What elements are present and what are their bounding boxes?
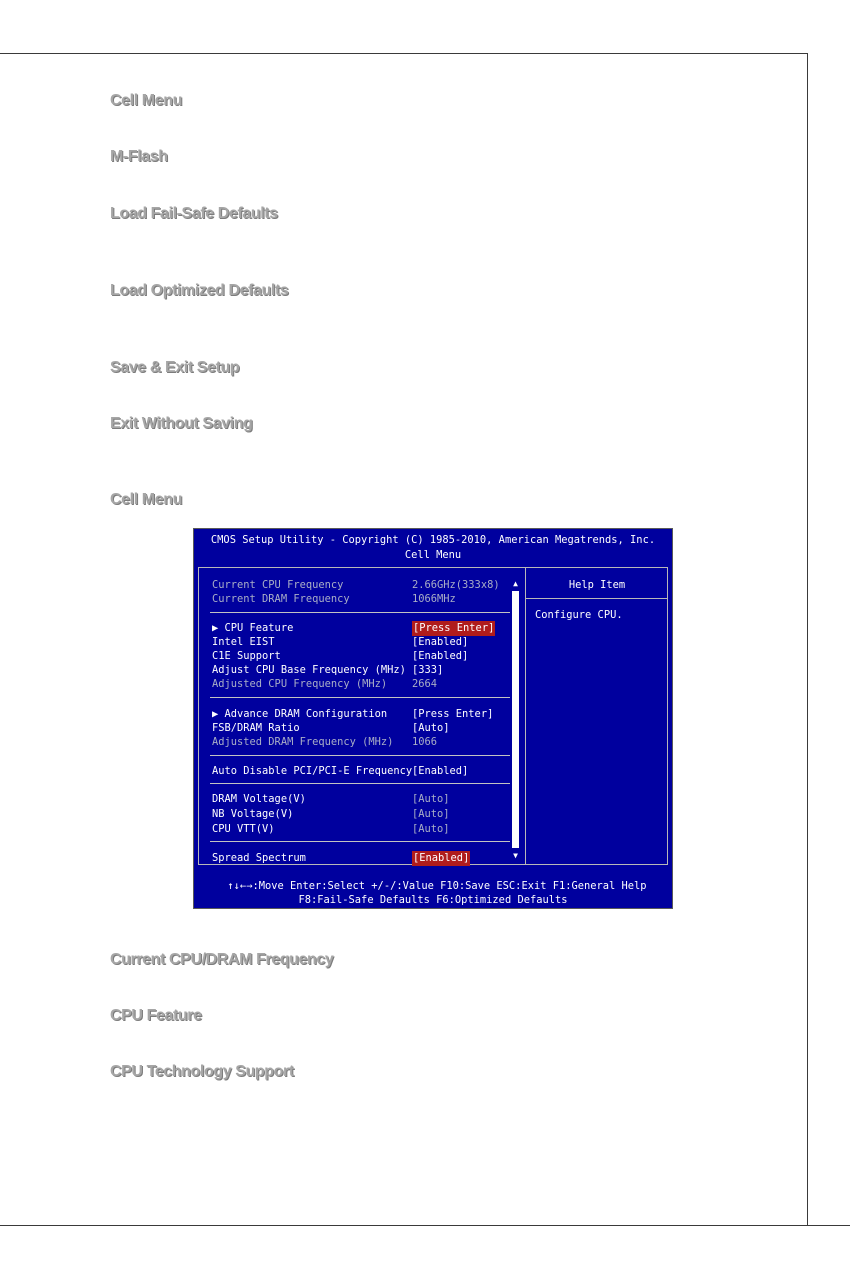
scroll-thumb[interactable] xyxy=(512,591,519,848)
heading-m-flash: M-Flash xyxy=(110,148,168,165)
setting-label: Current CPU Frequency xyxy=(212,579,344,591)
setting-value[interactable]: [Auto] xyxy=(412,823,450,835)
heading-current-cpu-dram-frequency: Current CPU/DRAM Frequency xyxy=(110,951,334,968)
bios-separator xyxy=(210,755,510,756)
setting-value[interactable]: [333] xyxy=(412,664,444,676)
setting-value[interactable]: [Enabled] xyxy=(412,636,469,648)
setting-value[interactable]: [Auto] xyxy=(412,808,450,820)
setting-label: NB Voltage(V) xyxy=(212,808,294,820)
page-bottom-rule xyxy=(0,1225,850,1226)
heading-save-exit-setup: Save & Exit Setup xyxy=(110,359,240,376)
bios-screenshot xyxy=(193,528,673,909)
heading-cpu-technology-support: CPU Technology Support xyxy=(110,1063,294,1080)
setting-label: Adjusted DRAM Frequency (MHz) xyxy=(212,736,394,748)
scroll-up-arrow-icon[interactable]: ▲ xyxy=(513,579,518,588)
setting-label: ▶ CPU Feature xyxy=(212,622,294,634)
setting-value: 1066MHz xyxy=(412,593,456,605)
page-right-rule xyxy=(807,53,808,1225)
bios-main-panel xyxy=(198,567,668,865)
bios-scrollbar[interactable] xyxy=(511,578,520,862)
bios-key-legend xyxy=(194,879,672,908)
bios-separator xyxy=(210,697,510,698)
setting-label: Auto Disable PCI/PCI-E Frequency xyxy=(212,765,413,777)
setting-value[interactable]: [Auto] xyxy=(412,722,450,734)
bios-separator xyxy=(210,841,510,842)
setting-value-selected[interactable]: [Enabled] xyxy=(413,852,470,864)
bios-separator xyxy=(210,783,510,784)
help-separator xyxy=(526,598,668,599)
setting-label: CPU VTT(V) xyxy=(212,823,275,835)
setting-value: 2.66GHz(333x8) xyxy=(412,579,500,591)
setting-label: Spread Spectrum xyxy=(212,852,306,864)
bios-separator xyxy=(210,612,510,613)
heading-exit-without-saving: Exit Without Saving xyxy=(110,415,253,432)
setting-label: Adjust CPU Base Frequency (MHz) xyxy=(212,664,406,676)
heading-load-optimized-defaults: Load Optimized Defaults xyxy=(110,282,289,299)
heading-cpu-feature: CPU Feature xyxy=(110,1007,202,1024)
setting-value[interactable]: [Auto] xyxy=(412,793,450,805)
heading-load-fail-safe-defaults: Load Fail-Safe Defaults xyxy=(110,205,278,222)
bios-subtitle: Cell Menu xyxy=(404,548,462,561)
setting-label: Current DRAM Frequency xyxy=(212,593,350,605)
scroll-down-arrow-icon[interactable]: ▼ xyxy=(513,851,518,860)
bios-title: CMOS Setup Utility - Copyright (C) 1985-2010, American Megatrends, Inc. xyxy=(210,534,656,546)
setting-label: C1E Support xyxy=(212,650,281,662)
setting-value[interactable]: [Enabled] xyxy=(412,765,469,777)
key-legend-line-2: F8:Fail-Safe Defaults F6:Optimized Defaults xyxy=(298,894,568,907)
setting-value[interactable]: [Press Enter] xyxy=(412,708,494,720)
setting-label: DRAM Voltage(V) xyxy=(212,793,306,805)
setting-label: ▶ Advance DRAM Configuration xyxy=(212,708,388,720)
bios-panel-divider xyxy=(525,568,526,864)
setting-value-selected[interactable]: [Press Enter] xyxy=(413,622,495,634)
page-top-rule xyxy=(0,53,808,54)
setting-label: Intel EIST xyxy=(212,636,275,648)
setting-label: FSB/DRAM Ratio xyxy=(212,722,300,734)
heading-cell-menu: Cell Menu xyxy=(110,92,182,109)
bios-title-bar xyxy=(194,533,672,564)
setting-value: 2664 xyxy=(412,678,438,690)
setting-value: 1066 xyxy=(412,736,438,748)
help-item-text: Configure CPU. xyxy=(535,609,623,621)
setting-label: Adjusted CPU Frequency (MHz) xyxy=(212,678,388,690)
setting-value[interactable]: [Enabled] xyxy=(412,650,469,662)
heading-cell-menu-section: Cell Menu xyxy=(110,491,182,508)
help-item-title: Help Item xyxy=(568,579,626,591)
key-legend-line-1: ↑↓←→:Move Enter:Select +/-/:Value F10:Save ESC:Exit F1:General Help xyxy=(227,880,647,892)
